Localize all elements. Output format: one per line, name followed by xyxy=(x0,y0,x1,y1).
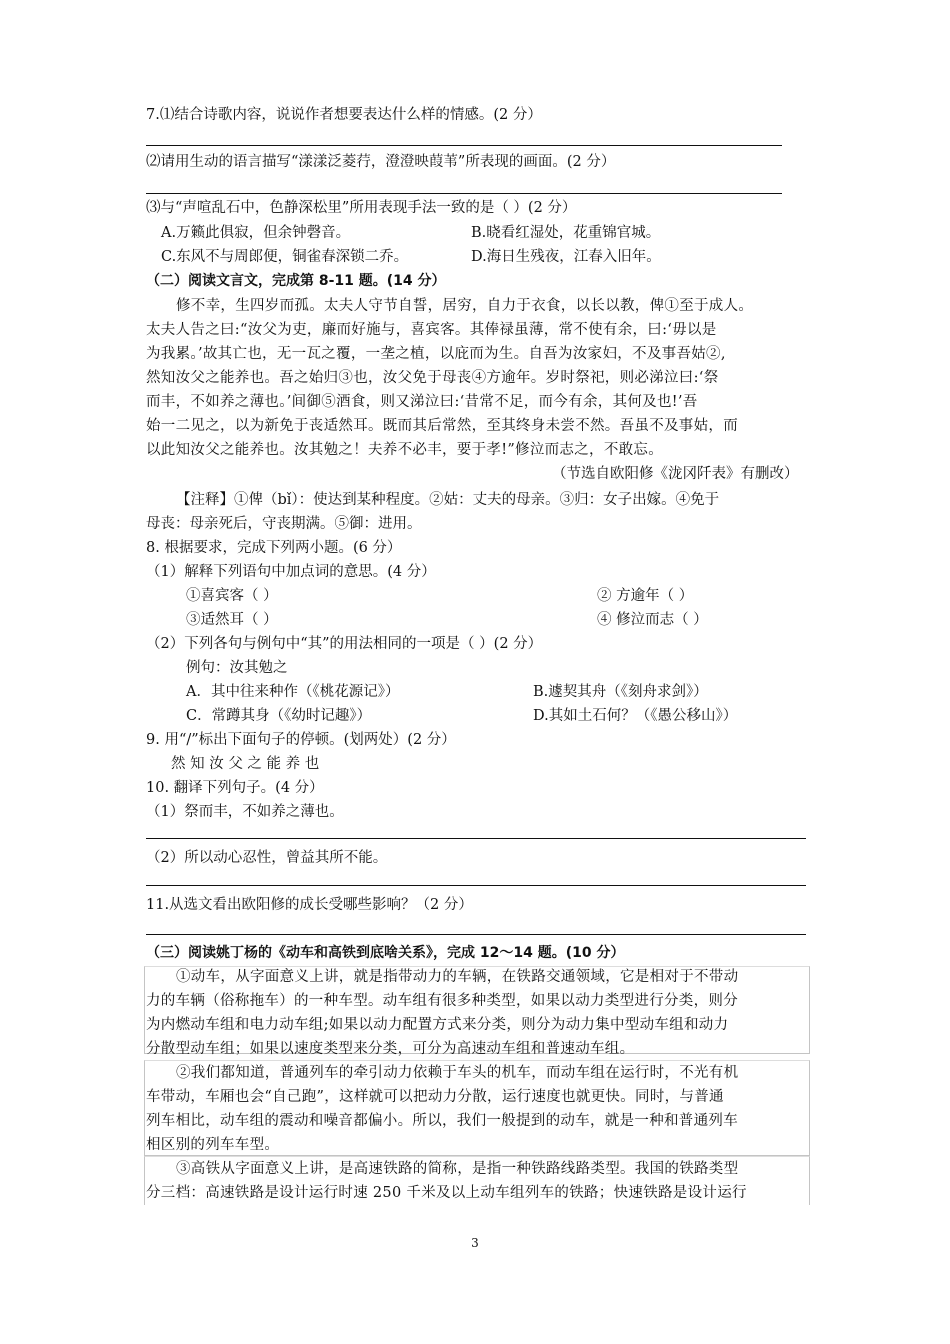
answer-line[interactable] xyxy=(146,934,806,935)
q8-sub1: （1）解释下列语句中加点词的意思。(4 分） xyxy=(146,564,436,580)
q10-sentence2: （2）所以动心忍性，曾益其所不能。 xyxy=(146,850,388,866)
passage-line: 太夫人告之曰:“汝父为吏，廉而好施与，喜宾客。其俸禄虽薄，常不使有余，曰:‘毋以是 xyxy=(146,322,717,338)
q7-option-c: C.东风不与周郎便，铜雀春深锁二乔。 xyxy=(161,249,409,265)
q7-part3: ⑶与“声喧乱石中，色静深松里”所用表现手法一致的是（ ）(2 分） xyxy=(146,200,577,216)
passage-line: 以此知汝父之能养也。汝其勉之！夫养不必丰，要于孝!”修泣而志之，不敢忘。 xyxy=(146,442,664,458)
passage-source: （节选自欧阳修《泷冈阡表》有删改） xyxy=(552,466,799,482)
q8-item4: ④ 修泣而志（ ） xyxy=(597,612,708,628)
q7-part1: 7.⑴结合诗歌内容，说说作者想要表达什么样的情感。(2 分） xyxy=(146,107,542,123)
q7-part2: ⑵请用生动的语言描写“漾漾泛菱荇，澄澄映葭苇”所表现的画面。(2 分） xyxy=(146,154,616,170)
q8-item3: ③适然耳（ ） xyxy=(186,612,278,628)
article-line: 力的车辆（俗称拖车）的一种车型。动车组有很多种类型，如果以动力类型进行分类，则分 xyxy=(146,993,738,1009)
q11-title: 11.从选文看出欧阳修的成长受哪些影响？（2 分） xyxy=(146,897,473,913)
q10-sentence1: （1）祭而丰，不如养之薄也。 xyxy=(146,804,344,820)
article-line: ①动车，从字面意义上讲，就是指带动力的车辆，在铁路交通领域，它是相对于不带动 xyxy=(176,969,739,985)
q8-example: 例句：汝其勉之 xyxy=(186,660,288,676)
q8-item1: ①喜宾客（ ） xyxy=(186,588,278,604)
q10-title: 10. 翻译下列句子。(4 分） xyxy=(146,780,324,796)
answer-line[interactable] xyxy=(146,145,782,146)
article-line: ②我们都知道，普通列车的牵引动力依赖于车头的机车，而动车组在运行时，不光有机 xyxy=(176,1065,739,1081)
answer-line[interactable] xyxy=(146,193,782,194)
section2-heading: （二）阅读文言文，完成第 8-11 题。(14 分） xyxy=(146,273,446,289)
q8-item2: ② 方逾年（ ） xyxy=(597,588,694,604)
q8-option-c: C．常蹲其身（《幼时记趣》） xyxy=(186,708,372,724)
article-line: 为内燃动车组和电力动车组;如果以动力配置方式来分类，则分为动力集中型动车组和动力 xyxy=(146,1017,729,1033)
passage-line: 为我累。’故其亡也，无一瓦之覆，一垄之植，以庇而为生。自吾为汝家妇，不及事吾姑②, xyxy=(146,346,726,362)
q9-sentence: 然 知 汝 父 之 能 养 也 xyxy=(171,756,320,772)
passage-line: 修不幸，生四岁而孤。太夫人守节自誓，居穷，自力于衣食，以长以教，俾①至于成人。 xyxy=(176,298,754,314)
q8-sub2: （2）下列各句与例句中“其”的用法相同的一项是（ ）(2 分） xyxy=(146,636,543,652)
article-line: ③高铁从字面意义上讲，是高速铁路的简称，是指一种铁路线路类型。我国的铁路类型 xyxy=(176,1161,739,1177)
notes-line: 母丧：母亲死后，守丧期满。⑤御：进用。 xyxy=(146,516,422,532)
q8-option-d: D.其如土石何？（《愚公移山》） xyxy=(533,708,738,724)
answer-line[interactable] xyxy=(146,838,806,839)
q8-option-a: A．其中往来种作（《桃花源记》） xyxy=(186,684,400,700)
section3-heading: （三）阅读姚丁杨的《动车和高铁到底啥关系》，完成 12～14 题。(10 分） xyxy=(146,945,625,961)
article-line: 分散型动车组；如果以速度类型来分类，可分为高速动车组和普速动车组。 xyxy=(146,1041,635,1057)
q9-title: 9. 用“/”标出下面句子的停顿。(划两处）(2 分） xyxy=(146,732,456,748)
q8-title: 8. 根据要求，完成下列两小题。(6 分） xyxy=(146,540,402,556)
q8-option-b: B.遽契其舟（《刻舟求剑》） xyxy=(533,684,708,700)
page-number: 3 xyxy=(471,1236,479,1250)
article-line: 分三档：高速铁路是设计运行时速 250 千米及以上动车组列车的铁路；快速铁路是设计运行 xyxy=(146,1185,747,1201)
answer-line[interactable] xyxy=(146,885,806,886)
passage-line: 始一二见之，以为新免于丧适然耳。既而其后常然，至其终身未尝不然。吾虽不及事姑，而 xyxy=(146,418,738,434)
q7-option-b: B.晓看红湿处，花重锦官城。 xyxy=(471,225,661,241)
q7-option-d: D.海日生残夜，江春入旧年。 xyxy=(471,249,661,265)
passage-line: 而丰，不如养之薄也。’间御⑤酒食，则又涕泣曰:‘昔常不足，而今有余，其何及也!’吾 xyxy=(146,394,698,410)
q7-option-a: A.万籁此俱寂，但余钟磬音。 xyxy=(161,225,351,241)
article-line: 列车相比，动车组的震动和噪音都偏小。所以，我们一般提到的动车，就是一种和普通列车 xyxy=(146,1113,738,1129)
notes-line: 【注释】①俾（bǐ）：使达到某种程度。②姑：丈夫的母亲。③归：女子出嫁。④免于 xyxy=(176,492,720,508)
article-line: 相区别的列车车型。 xyxy=(146,1137,280,1153)
passage-line: 然知汝父之能养也。吾之始归③也，汝父免于母丧④方逾年。岁时祭祀，则必涕泣曰:‘祭 xyxy=(146,370,719,386)
article-line: 车带动，车厢也会“自己跑”，这样就可以把动力分散，运行速度也就更快。同时，与普通 xyxy=(146,1089,724,1105)
